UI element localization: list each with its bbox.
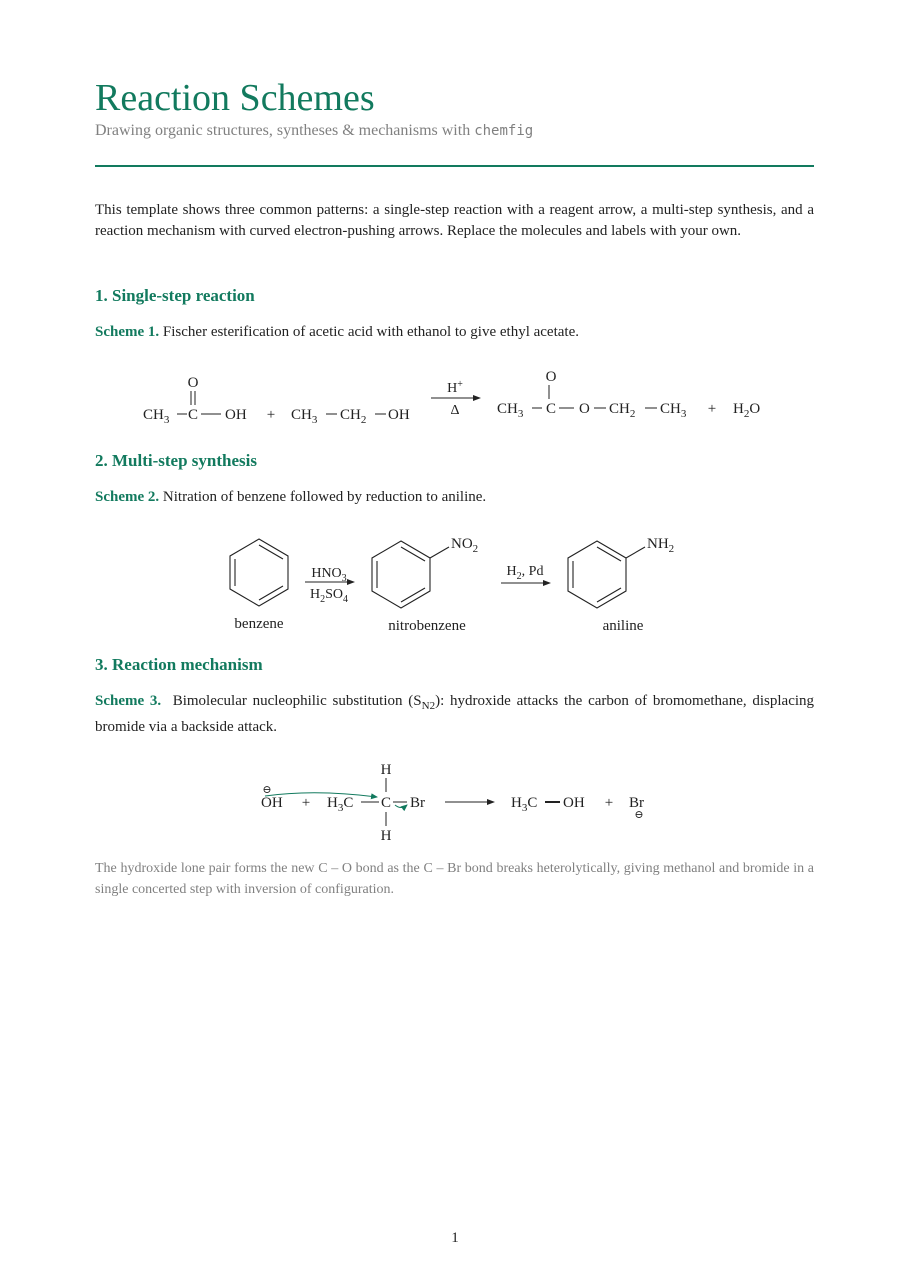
methanol-methyl: $H_3C$ bbox=[511, 795, 538, 814]
s3-plus-2: + bbox=[604, 795, 614, 811]
s1-p1-o-top: O bbox=[545, 369, 557, 385]
subtitle-text: Drawing organic structures, syntheses & mechanisms with bbox=[95, 122, 471, 139]
scheme-2-caption-text: Nitration of benzene followed by reduction to aniline. bbox=[162, 489, 487, 505]
page-number: 1 bbox=[451, 1230, 459, 1246]
s3-plus-1: + bbox=[301, 795, 311, 811]
hydroxide: OH bbox=[261, 795, 283, 811]
amino-group: $NH_2$ bbox=[647, 536, 675, 555]
section-heading-1: 1. Single-step reaction bbox=[95, 286, 255, 305]
mechanism-note: The hydroxide lone pair forms the new C – O bond as the C – Br bond breaks heterolytically, giving methanol and bromide in a single concerted step with inversion of configuration. bbox=[95, 861, 814, 897]
s2-step1-reagent-bottom: $H_2SO_4$ bbox=[309, 587, 349, 605]
s1-reagent-top: H+ bbox=[447, 379, 463, 396]
s1-p1-c: C bbox=[545, 401, 557, 417]
central-carbon: C bbox=[380, 795, 392, 811]
scheme-1-label: Scheme 1. bbox=[95, 324, 160, 340]
leaving-bromine: Br bbox=[410, 795, 425, 811]
scheme-3-caption: Scheme 3. Bimolecular nucleophilic substitution $(S_{N2})$: hydroxide attacks the carbon of bromomethane, displacing bromide via a backside attack. bbox=[95, 693, 815, 735]
s1-r1-ch3: $CH_3$ bbox=[143, 407, 170, 426]
intro-paragraph: This template shows three common patterns: a single-step reaction with a reagent arrow, a multi-step synthesis, and a reaction mechanism with curved electron-pushing arrows. Replace the molecules and labels with your own. bbox=[95, 202, 814, 239]
aniline-label: aniline bbox=[602, 618, 644, 634]
s1-p1-o: O bbox=[579, 401, 590, 417]
benzene-label: benzene bbox=[234, 616, 284, 632]
methanol-oh: OH bbox=[563, 795, 585, 811]
scheme-1-diagram bbox=[95, 360, 814, 440]
page-title: Reaction Schemes bbox=[95, 77, 375, 119]
s1-r2-ch3: $CH_3$ bbox=[291, 407, 318, 426]
scheme-1-caption-text: Fischer esterification of acetic acid with ethanol to give ethyl acetate. bbox=[162, 324, 579, 340]
hydroxide-charge: ⊖ bbox=[262, 784, 272, 796]
scheme-3-label: Scheme 3. bbox=[95, 693, 162, 709]
bromide: Br bbox=[629, 795, 644, 811]
bromide-charge: ⊖ bbox=[634, 809, 644, 821]
s2-step2-reagent: $H_2$, Pd bbox=[506, 564, 544, 582]
section-heading-3: 3. Reaction mechanism bbox=[95, 655, 263, 674]
s1-r2-oh: OH bbox=[388, 407, 410, 423]
s2-step1-reagent-top: $HNO_3$ bbox=[311, 566, 347, 584]
s1-r1-c: C bbox=[187, 407, 199, 423]
leaving-group-arrow bbox=[395, 805, 407, 808]
s1-r1-oh: OH bbox=[225, 407, 247, 423]
scheme-2-label: Scheme 2. bbox=[95, 489, 160, 505]
s1-plus-2: + bbox=[707, 401, 717, 417]
scheme-3-diagram bbox=[95, 755, 814, 850]
s1-p1-ch2: $CH_2$ bbox=[609, 401, 636, 420]
h-bottom: H bbox=[380, 828, 392, 844]
s1-reagent-bottom: Δ bbox=[450, 403, 460, 418]
h-top: H bbox=[380, 762, 392, 778]
page-subtitle bbox=[95, 122, 533, 140]
nitrobenzene-label: nitrobenzene bbox=[388, 618, 466, 634]
scheme-2-diagram bbox=[95, 525, 814, 640]
title-rule bbox=[95, 165, 814, 167]
s1-r2-ch2: $CH_2$ bbox=[340, 407, 367, 426]
s1-p1-ch3b: $CH_3$ bbox=[660, 401, 687, 420]
scheme-2-caption bbox=[95, 487, 814, 508]
subtitle-code: chemfig bbox=[474, 123, 534, 139]
s1-p1-ch3: $CH_3$ bbox=[497, 401, 524, 420]
section-heading-2: 2. Multi-step synthesis bbox=[95, 451, 257, 470]
methyl-group: $H_3C$ bbox=[327, 795, 354, 814]
s1-r1-o: O bbox=[187, 375, 199, 391]
s1-water: $H_2O$ bbox=[733, 401, 761, 420]
scheme-1-caption bbox=[95, 322, 814, 343]
s1-plus-1: + bbox=[266, 407, 276, 423]
nitro-group: $NO_2$ bbox=[451, 536, 479, 555]
